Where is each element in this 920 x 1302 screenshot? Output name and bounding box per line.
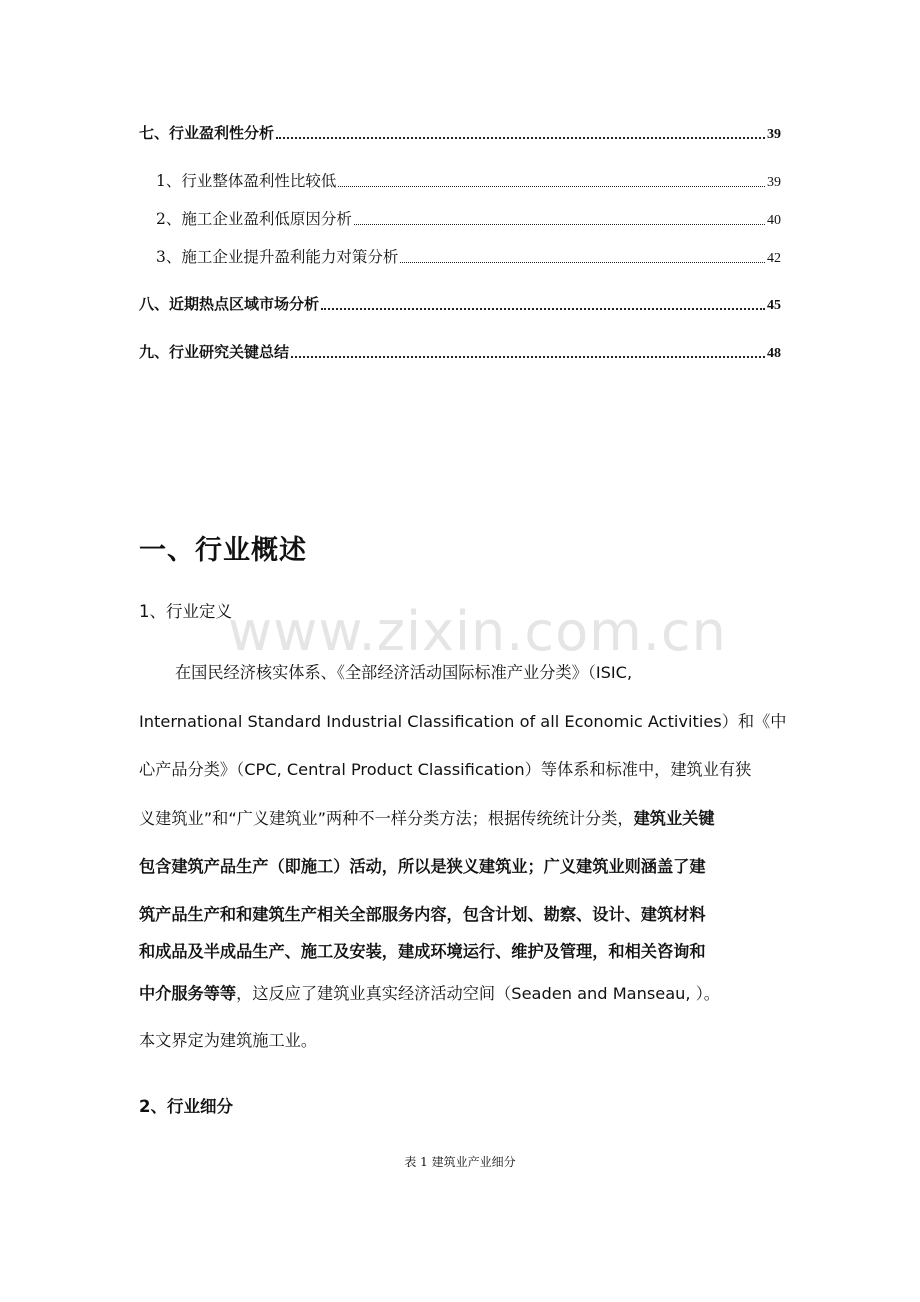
- toc-entry[interactable]: [139, 341, 781, 362]
- toc-entry-page: 39: [767, 175, 781, 190]
- toc-entry-page: 48: [767, 346, 781, 361]
- subsection-title-subdivision: 2、行业细分: [139, 1097, 233, 1116]
- paragraph-text: 本文界定为建筑施工业。: [139, 1031, 318, 1050]
- toc-entry-title: 七、行业盈利性分析: [139, 124, 275, 142]
- paragraph-text-emphasis: 和成品及半成品生产、施工及安装，建成环境运行、维护及管理，和相关咨询和: [139, 942, 706, 961]
- section-title: 一、行业概述: [139, 535, 307, 566]
- paragraph-line: [139, 708, 787, 732]
- subsection-title-definition: 1、行业定义: [139, 602, 232, 621]
- paragraph-text-emphasis: 筑产品生产和和建筑生产相关全部服务内容，包含计划、勘察、设计、建筑材料: [139, 905, 706, 924]
- toc-leader-dots: [276, 137, 765, 139]
- toc-entry-title: 1、行业整体盈利性比较低: [156, 172, 337, 190]
- watermark: www.zixin.com.cn: [228, 600, 727, 663]
- paragraph-text-emphasis: 建筑业关键: [633, 809, 715, 828]
- paragraph-text-emphasis: 中介服务等等: [139, 984, 237, 1003]
- paragraph-text: 在国民经济核实体系、《全部经济活动国际标准产业分类》（ISIC,: [175, 663, 633, 682]
- toc-entry-title: 3、施工企业提升盈利能力对策分析: [156, 248, 399, 266]
- paragraph-line: [139, 901, 781, 925]
- toc-entry-page: 40: [767, 213, 781, 228]
- paragraph-line: [175, 659, 781, 683]
- paragraph-text: ，这反应了建筑业真实经济活动空间（Seaden and Manseau, ）。: [236, 984, 720, 1003]
- toc-entry-title: 九、行业研究关键总结: [139, 343, 290, 361]
- toc-entry-title: 2、施工企业盈利低原因分析: [156, 210, 352, 228]
- toc-entry[interactable]: [156, 207, 781, 229]
- paragraph-text: 心产品分类》（CPC, Central Product Classification）等体系和标准中，建筑业有狭: [139, 760, 752, 779]
- toc-leader-dots: [400, 262, 765, 263]
- paragraph-line: [139, 1027, 781, 1051]
- paragraph-line: [139, 980, 781, 1004]
- paragraph-line: [139, 853, 781, 877]
- paragraph-line: [139, 756, 781, 780]
- toc-leader-dots: [291, 356, 765, 358]
- toc-entry-page: 39: [767, 127, 781, 142]
- paragraph-text-emphasis: 包含建筑产品生产（即施工）活动，所以是狭义建筑业；广义建筑业则涵盖了建: [139, 857, 706, 876]
- toc-leader-dots: [354, 224, 765, 225]
- toc-entry[interactable]: [139, 122, 781, 143]
- toc-entry[interactable]: [156, 169, 781, 191]
- toc-entry[interactable]: [156, 245, 781, 267]
- toc-leader-dots: [321, 308, 765, 310]
- paragraph-line: [139, 938, 781, 962]
- toc-entry-page: 42: [767, 251, 781, 266]
- paragraph-text: International Standard Industrial Classification of all Economic Activities）和《中: [139, 712, 787, 731]
- table-caption: 表 1 建筑业产业细分: [404, 1155, 516, 1169]
- toc-entry-title: 八、近期热点区域市场分析: [139, 295, 320, 313]
- toc-entry[interactable]: [139, 293, 781, 314]
- paragraph-text: 义建筑业”和“广义建筑业”两种不一样分类方法；根据传统统计分类，: [139, 809, 634, 828]
- paragraph-line: [139, 805, 781, 829]
- toc-entry-page: 45: [767, 298, 781, 313]
- toc-leader-dots: [338, 186, 765, 187]
